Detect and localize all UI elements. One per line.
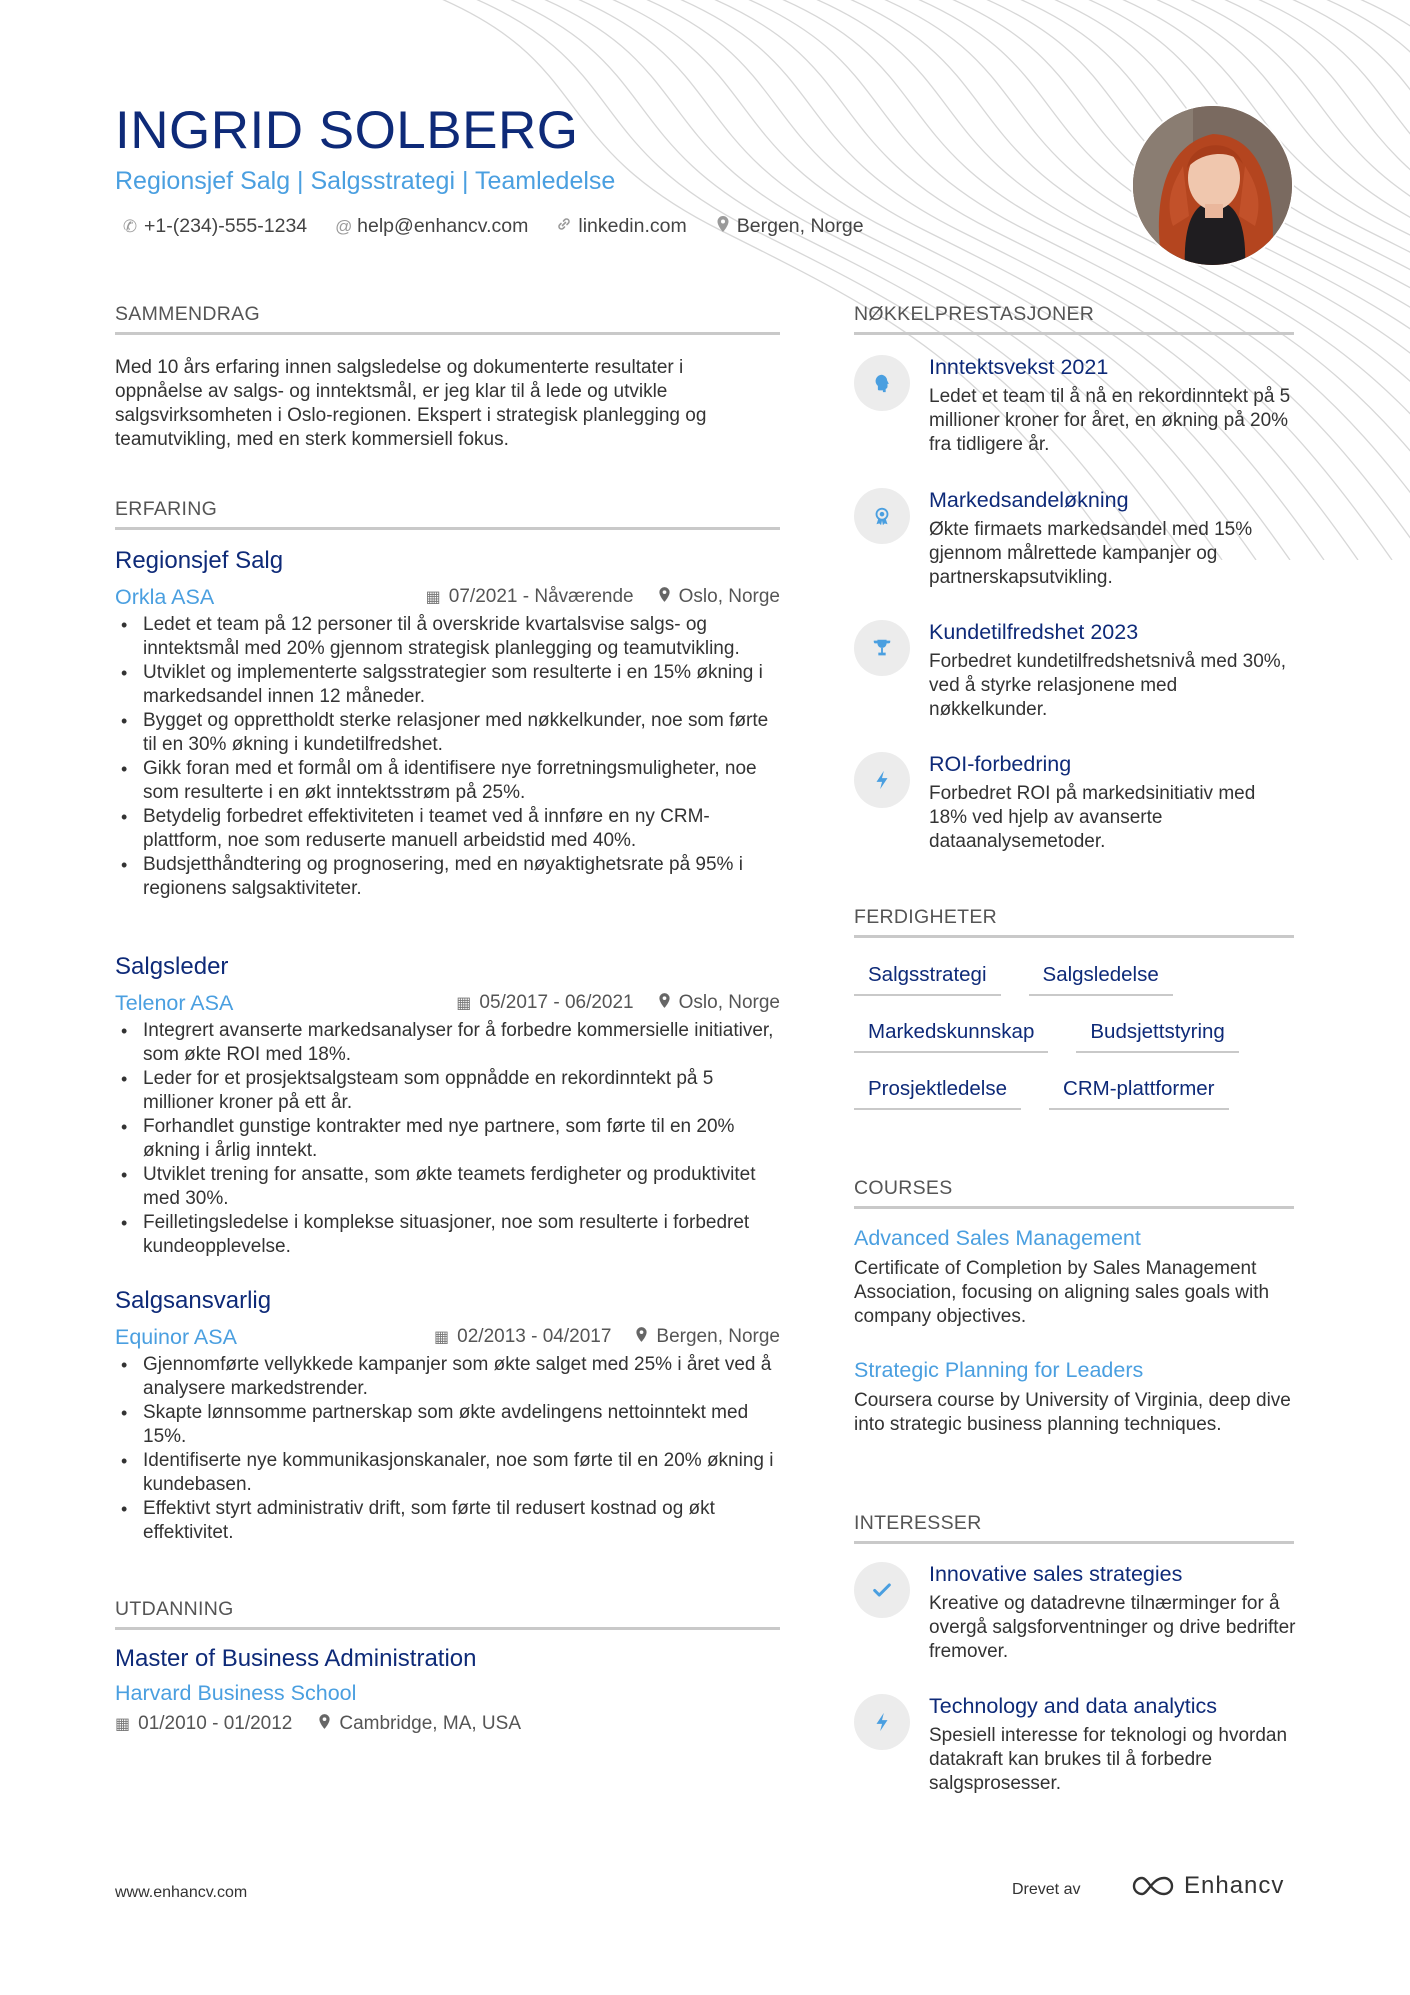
at-icon: @ — [335, 216, 353, 236]
check-icon — [854, 1562, 910, 1618]
enhancv-logo[interactable] — [1130, 1872, 1284, 1900]
footer-website[interactable]: www.enhancv.com — [115, 1884, 248, 1901]
location-icon — [318, 1713, 331, 1735]
job-meta — [115, 581, 780, 613]
job-bullet: • Bygget og opprettholdt sterke relasjoner med nøkkelkunder, noe som førte til en 30% økning i kundetilfredshet. — [115, 709, 780, 757]
enhancv-logo-text: Enhancv — [1184, 1872, 1285, 1899]
location-icon — [658, 992, 671, 1014]
infinity-icon — [1130, 1873, 1176, 1899]
job-dates — [426, 586, 634, 608]
job-location-text: Oslo, Norge — [678, 586, 780, 607]
experience-heading: ERFARING — [115, 498, 780, 530]
contact-linkedin[interactable] — [556, 215, 686, 238]
location-icon — [658, 586, 671, 608]
education-entry — [115, 1645, 780, 1735]
job-role: Salgsansvarlig — [115, 1287, 272, 1314]
job-bullets — [115, 613, 780, 901]
job-company: Telenor ASA — [115, 990, 234, 1015]
skill-tag: Markedskunnskap — [854, 1015, 1048, 1053]
job-location — [635, 1326, 780, 1348]
job-location-text: Bergen, Norge — [656, 1326, 780, 1347]
job-bullets — [115, 1353, 780, 1545]
skill-tag: Salgsledelse — [1029, 958, 1173, 996]
summary-text: Med 10 års erfaring innen salgsledelse og dokumenterte resultater i oppnåelse av salgs- og inntektsmål, er jeg klar til å lede og utvikle salgsvirksomheten i Oslo-regionen. Ekspert i strategisk planlegging og teamutvikling, med en sterk kommersiell fokus. — [115, 357, 707, 450]
contact-location-text: Bergen, Norge — [736, 215, 864, 237]
achievement-title: Kundetilfredshet 2023 — [929, 620, 1139, 644]
skills-heading: FERDIGHETER — [854, 906, 1294, 938]
job-bullet: • Utviklet og implementerte salgsstrategier som resulterte i en 15% økning i markedsandel innen 12 måneder. — [115, 661, 780, 709]
contact-location — [715, 215, 864, 238]
job-bullet: • Skapte lønnsomme partnerskap som økte avdelingens nettoinntekt med 15%. — [115, 1401, 780, 1449]
job-entry — [115, 953, 780, 1259]
job-bullet: • Identifiserte nye kommunikasjonskanaler, noe som førte til en 20% økning i kundebasen. — [115, 1449, 780, 1497]
job-bullets — [115, 1019, 780, 1259]
calendar-icon: ▦ — [434, 1329, 450, 1346]
summary-heading: SAMMENDRAG — [115, 303, 780, 335]
skill-tag: Budsjettstyring — [1076, 1015, 1238, 1053]
job-bullet: • Ledet et team på 12 personer til å overskride kvartalsvise salgs- og inntektsmål med 20% gjennom strategisk planlegging og teamutvikling. — [115, 613, 780, 661]
course-title: Strategic Planning for Leaders — [854, 1358, 1144, 1382]
courses-heading: COURSES — [854, 1177, 1294, 1209]
contact-email-text: help@enhancv.com — [357, 215, 529, 237]
job-entry — [115, 547, 780, 901]
bolt-icon — [854, 1694, 910, 1750]
achievement-text: Økte firmaets markedsandel med 15% gjennom målrettede kampanjer og partnerskapsutvikling. — [929, 519, 1253, 588]
course-text: Certificate of Completion by Sales Management Association, focusing on aligning sales goals with company objectives. — [854, 1258, 1270, 1327]
candidate-name: INGRID SOLBERG — [115, 101, 579, 160]
job-location — [658, 586, 780, 608]
contact-list — [122, 215, 864, 238]
location-icon — [635, 1326, 648, 1348]
phone-icon: ✆ — [122, 216, 138, 236]
achievement-text: Forbedret kundetilfredshetsnivå med 30%, ved å styrke relasjonene med nøkkelkunder. — [929, 651, 1286, 720]
link-icon — [556, 216, 572, 237]
skills-list — [854, 958, 1294, 1129]
job-dates — [456, 992, 633, 1014]
brain-icon — [854, 355, 910, 411]
job-dates-text: 07/2021 - Nåværende — [448, 586, 634, 607]
interest-text: Kreative og datadrevne tilnærminger for å overgå salgsforventninger og drive bedrifter fremover. — [929, 1593, 1296, 1662]
job-meta — [115, 1321, 780, 1353]
bolt-icon — [854, 752, 910, 808]
profile-photo — [1131, 104, 1294, 267]
job-meta — [115, 987, 780, 1019]
interests-heading: INTERESSER — [854, 1512, 1294, 1544]
job-bullet: • Utviklet trening for ansatte, som økte teamets ferdigheter og produktivitet med 30%. — [115, 1163, 780, 1211]
education-location-text: Cambridge, MA, USA — [339, 1713, 521, 1734]
calendar-icon: ▦ — [456, 995, 472, 1012]
achievement-title: Markedsandeløkning — [929, 488, 1129, 512]
achievement-title: Inntektsvekst 2021 — [929, 355, 1109, 379]
job-bullet: • Gjennomførte vellykkede kampanjer som økte salget med 25% i året ved å analysere markedstrender. — [115, 1353, 780, 1401]
education-school: Harvard Business School — [115, 1681, 357, 1705]
education-dates-text: 01/2010 - 01/2012 — [138, 1713, 293, 1734]
course-item — [854, 1358, 1294, 1437]
contact-phone[interactable] — [122, 215, 307, 238]
interest-title: Technology and data analytics — [929, 1694, 1218, 1718]
job-role: Regionsjef Salg — [115, 547, 284, 574]
candidate-subtitle: Regionsjef Salg | Salgsstrategi | Teamledelse — [115, 167, 616, 195]
skill-tag: Prosjektledelse — [854, 1072, 1021, 1110]
job-bullet: • Feilletingsledelse i komplekse situasjoner, noe som resulterte i forbedret kundeopplevelse. — [115, 1211, 780, 1259]
location-icon — [715, 215, 731, 238]
trophy-icon — [854, 620, 910, 676]
job-bullet: • Budsjetthåndtering og prognosering, med en nøyaktighetsrate på 95% i regionens salgsaktiviteter. — [115, 853, 780, 901]
job-bullet: • Forhandlet gunstige kontrakter med nye partnere, som førte til en 20% økning i årlig inntekt. — [115, 1115, 780, 1163]
contact-linkedin-text: linkedin.com — [578, 215, 687, 237]
job-company: Equinor ASA — [115, 1324, 237, 1349]
job-location-text: Oslo, Norge — [678, 992, 780, 1013]
job-dates — [434, 1326, 611, 1348]
education-dates — [115, 1713, 292, 1735]
achievement-title: ROI-forbedring — [929, 752, 1072, 776]
award-icon — [854, 488, 910, 544]
footer-powered-by: Drevet av — [1012, 1881, 1081, 1898]
job-location — [658, 992, 780, 1014]
course-title: Advanced Sales Management — [854, 1226, 1141, 1250]
job-role: Salgsleder — [115, 953, 229, 980]
achievement-text: Forbedret ROI på markedsinitiativ med 18% ved hjelp av avanserte dataanalysemetoder. — [929, 783, 1256, 852]
education-degree: Master of Business Administration — [115, 1645, 477, 1672]
job-bullet: • Integrert avanserte markedsanalyser for å forbedre kommersielle initiativer, som økte ROI med 18%. — [115, 1019, 780, 1067]
job-company: Orkla ASA — [115, 584, 215, 609]
contact-email[interactable] — [335, 215, 528, 238]
calendar-icon: ▦ — [115, 1716, 131, 1733]
education-heading: UTDANNING — [115, 1598, 780, 1630]
job-entry — [115, 1287, 780, 1545]
job-bullet: • Gikk foran med et formål om å identifisere nye forretningsmuligheter, noe som resulterte i en økt inntektsstrøm på 25%. — [115, 757, 780, 805]
job-bullet: • Effektivt styrt administrativ drift, som førte til redusert kostnad og økt effektivitet. — [115, 1497, 780, 1545]
course-text: Coursera course by University of Virginia, deep dive into strategic business planning techniques. — [854, 1390, 1291, 1435]
interest-text: Spesiell interesse for teknologi og hvordan datakraft kan brukes til å forbedre salgsprosesser. — [929, 1725, 1288, 1794]
course-item — [854, 1226, 1294, 1329]
skill-tag: CRM-plattformer — [1049, 1072, 1229, 1110]
calendar-icon: ▦ — [425, 589, 441, 606]
interest-title: Innovative sales strategies — [929, 1562, 1183, 1586]
education-location — [318, 1713, 521, 1735]
job-dates-text: 02/2013 - 04/2017 — [457, 1326, 612, 1347]
contact-phone-text: +1-(234)-555-1234 — [144, 215, 308, 237]
achievements-heading: NØKKELPRESTASJONER — [854, 303, 1294, 335]
job-dates-text: 05/2017 - 06/2021 — [479, 992, 634, 1013]
skill-tag: Salgsstrategi — [854, 958, 1001, 996]
job-bullet: • Leder for et prosjektsalgsteam som oppnådde en rekordinntekt på 5 millioner kroner på ett år. — [115, 1067, 780, 1115]
job-bullet: • Betydelig forbedret effektiviteten i teamet ved å innføre en ny CRM-plattform, noe som reduserte manuell arbeidstid med 40%. — [115, 805, 780, 853]
achievement-text: Ledet et team til å nå en rekordinntekt på 5 millioner kroner for året, en økning på 20% fra tidligere år. — [929, 386, 1291, 455]
